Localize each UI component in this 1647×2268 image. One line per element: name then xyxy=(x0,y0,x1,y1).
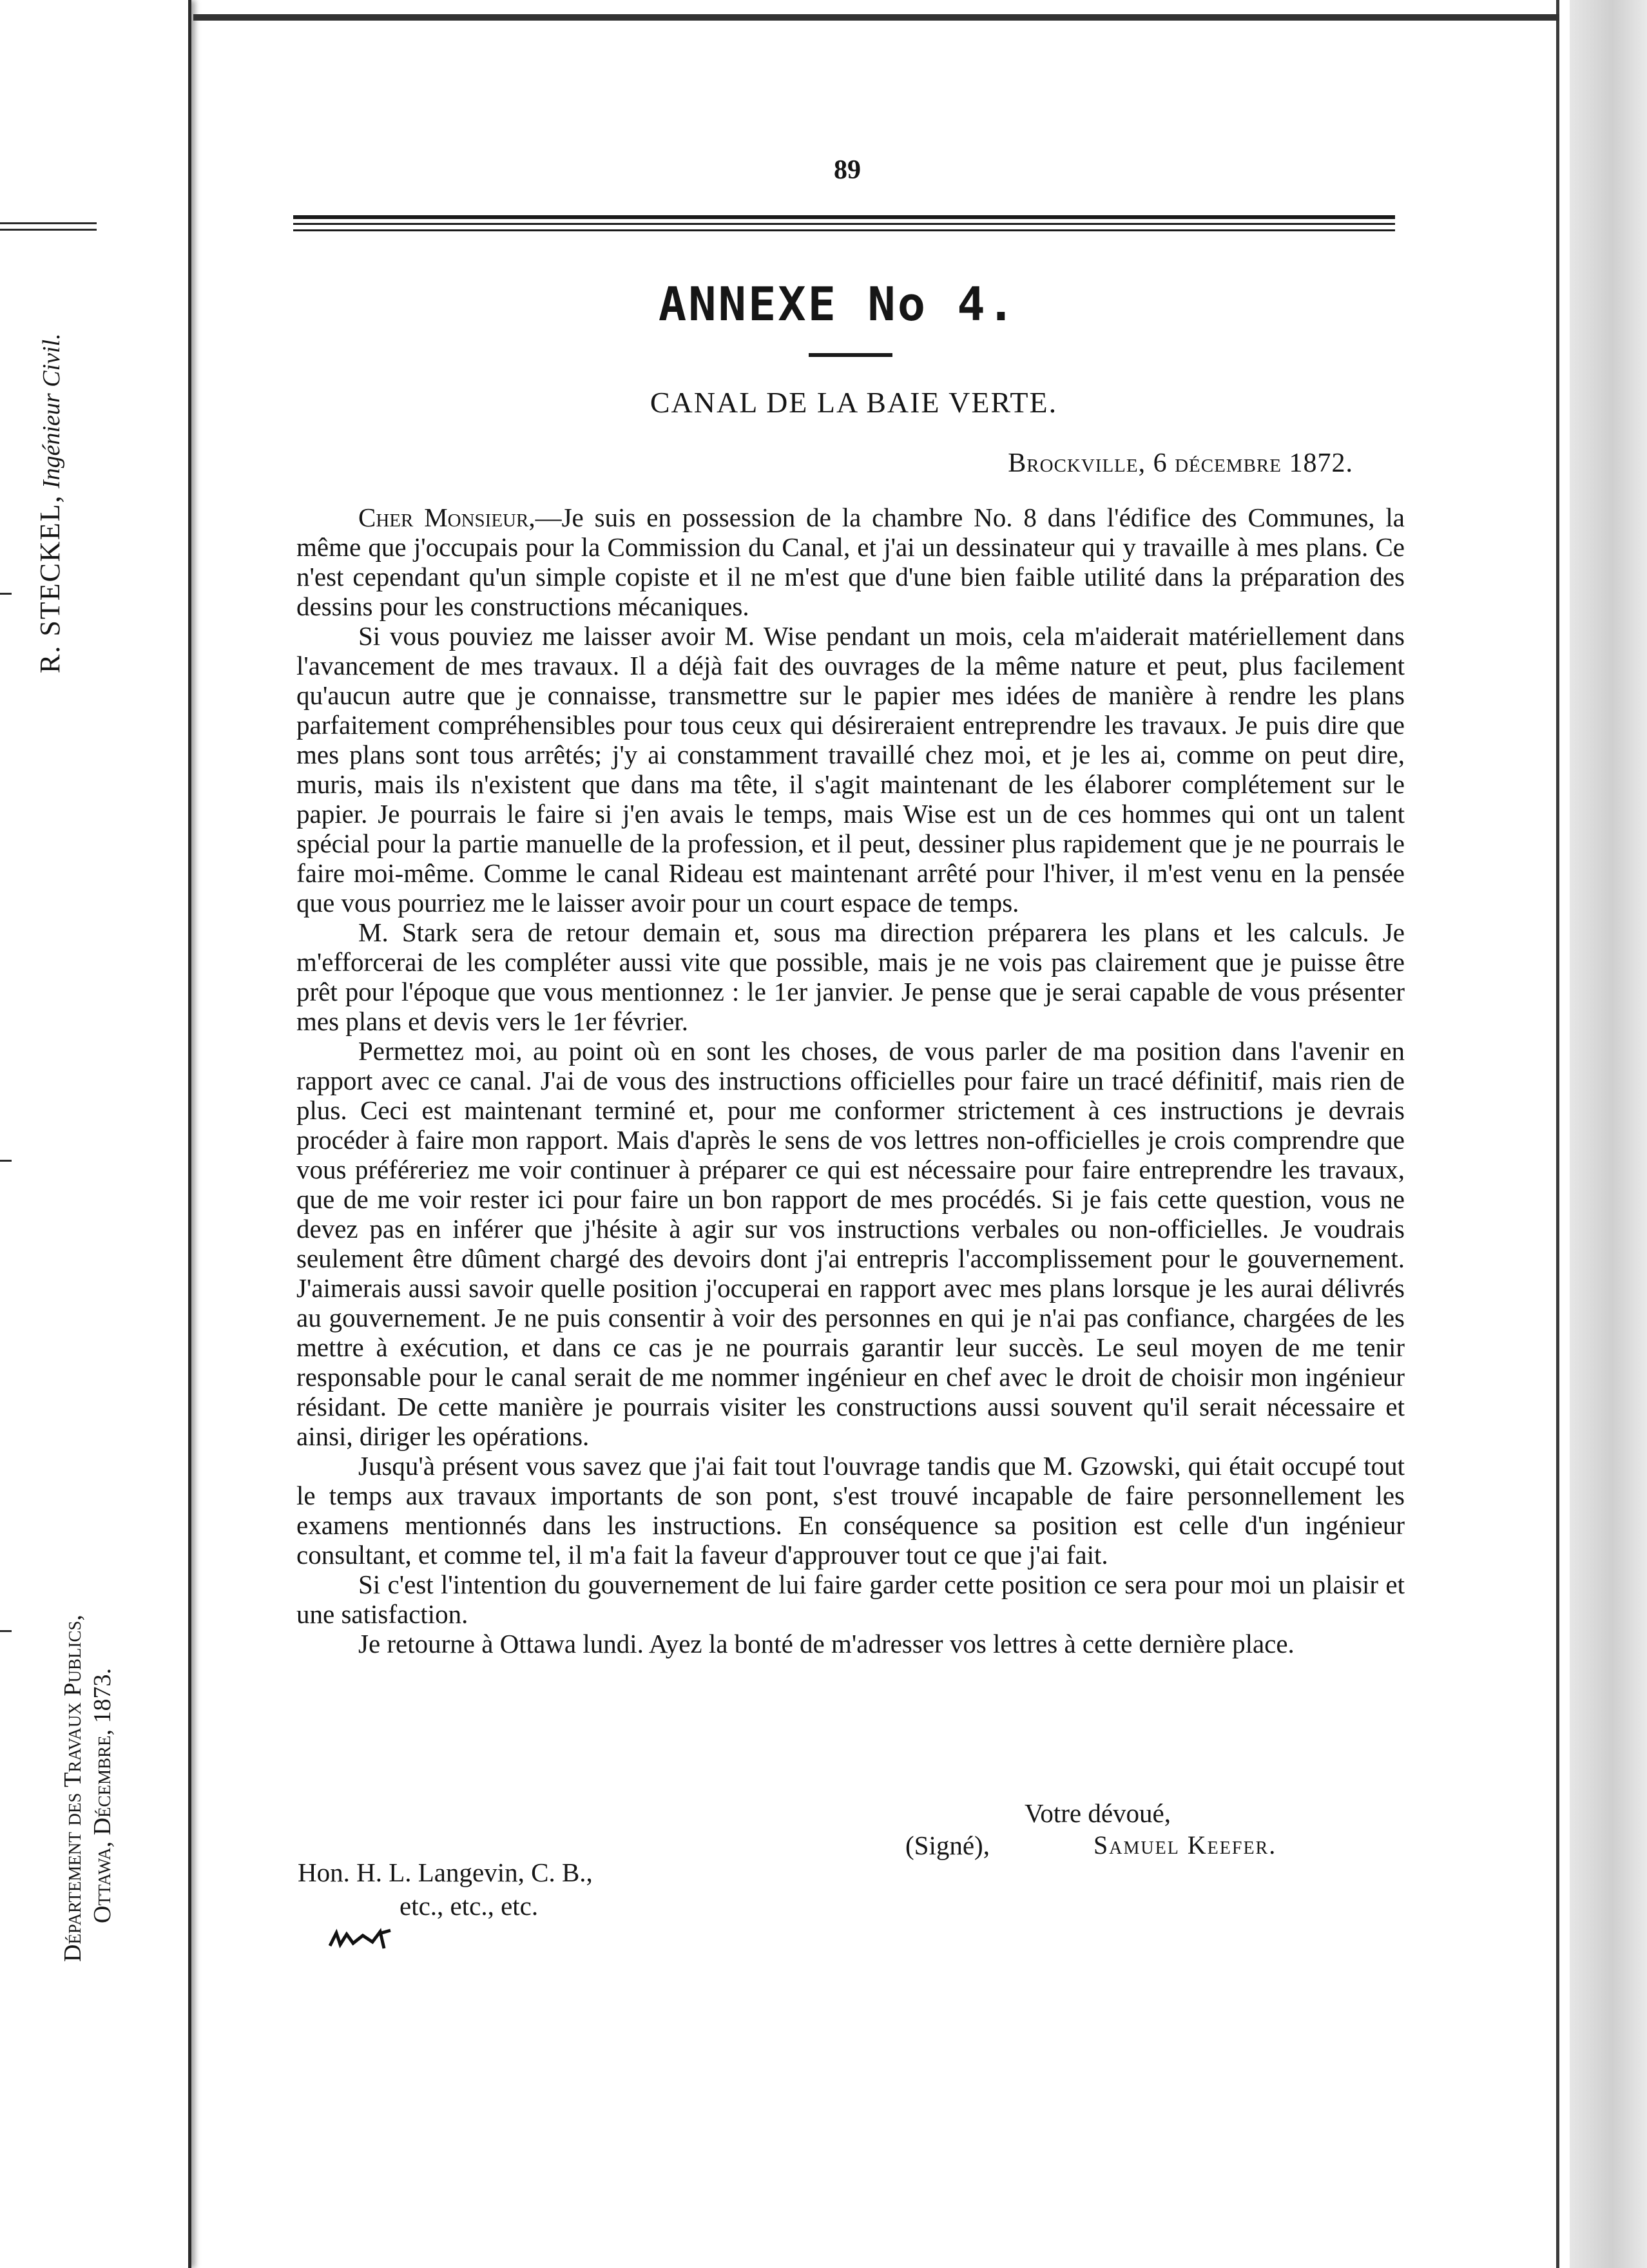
handwritten-mark xyxy=(327,1927,398,1959)
facing-page-mark xyxy=(0,1630,12,1632)
salutation: Cher Monsieur,— xyxy=(358,503,562,532)
signed-note: (Signé), xyxy=(905,1831,990,1860)
page-top-edge xyxy=(193,14,1559,21)
dateline: Brockville, 6 décembre 1872. xyxy=(1008,448,1353,478)
paragraph: Jusqu'à présent vous savez que j'ai fait tout l'ouvrage tandis que M. Gzowski, qui était occupé tout le temps aux travaux importants de son pont, s'est trouvé incapable de faire personnellement les examens mentionnés dans les instructions. En conséquence sa position est celle d'un ingénieur consultant, et comme tel, il m'a fait la faveur d'approuver tout ce que j'ai fait. xyxy=(296,1451,1405,1570)
paragraph: Je retourne à Ottawa lundi. Ayez la bonté de m'adresser vos lettres à cette dernière place. xyxy=(358,1629,1295,1658)
header-rule xyxy=(293,215,1395,219)
addressee xyxy=(298,1856,593,1923)
paragraph: Permettez moi, au point où en sont les choses, de vous parler de ma position dans l'avenir en rapport avec ce canal. J'ai de vous des instructions officielles pour faire un tracé définitif, mais rien de plus. Ceci est maintenant terminé et, pour me conformer strictement à ces instructions je devrais procéder à faire mon rapport. Mais d'après le sens de vos lettres non-officielles je crois comprendre que vous préféreriez me voir continuer à préparer ce qui est nécessaire pour faire entreprendre les travaux, que de me voir rester ici pour faire un bon rapport de mes procédés. Si je fais cette question, vous ne devez pas en inférer que j'hésite à agir sur vos instructions verbales ou non-officielles. Je voudrais seulement être dûment chargé des devoirs dont j'ai entrepris l'accomplissement pour le gouvernement. J'aimerais aussi savoir quelle position j'occuperai en rapport avec mes plans lorsque je les aurai délivrés au gouvernement. Je ne puis consentir à voir des personnes en qui je n'ai pas confiance, chargées de les mettre à exécution, et dans ce cas je ne pourrais garantir leur succès. Le seul moyen de me tenir responsable pour le canal serait de me nommer ingénieur en chef avec le droit de choisir mon ingénieur résidant. De cette manière je pourrais visiter les constructions aussi souvent qu'il serait nécessaire et ainsi, diriger les opérations. xyxy=(296,1036,1405,1451)
paragraph: Si c'est l'intention du gouvernement de lui faire garder cette position ce sera pour moi un plaisir et une satisfaction. xyxy=(296,1570,1405,1629)
page-edge-line xyxy=(1556,0,1559,2268)
paragraph: Si vous pouviez me laisser avoir M. Wise pendant un mois, cela m'aiderait matériellement dans l'avancement de mes travaux. Il a déjà fait des ouvrages de la même nature et peut, plus facilement qu'aucun autre que je connaisse, transmettre sur le papier mes idées de manière à rendre les plans parfaitement compréhensibles pour tous ceux qui désireraient entreprendre les travaux. Je puis dire que mes plans sont tous arrêtés; j'y ai constamment travaillé chez moi, et je les ai, comme on peut dire, muris, mais ils n'existent que dans ma tête, il s'agit maintenant de les élaborer complétement sur le papier. Je pourrais le faire si j'en avais le temps, mais Wise est un de ces hommes qui ont un talent spécial pour la partie manuelle de la profession, et il peut, dessiner plus rapidement que je ne pourrais le faire moi-même. Comme le canal Rideau est maintenant arrêté pour l'hiver, il m'est venu en la pensée que vous pourriez me le laisser avoir pour un court espace de temps. xyxy=(296,621,1405,918)
margin-note-role: Ingénieur Civil. xyxy=(38,333,65,489)
closing: Votre dévoué, xyxy=(1025,1798,1171,1828)
section-subtitle: CANAL DE LA BAIE VERTE. xyxy=(650,386,1058,419)
margin-note-steckel xyxy=(34,333,66,673)
margin-note-name: R. STECKEL, xyxy=(34,494,66,673)
paragraph xyxy=(296,503,1405,621)
margin-dept-line2: Ottawa, Décembre, 1873. xyxy=(89,1667,116,1923)
facing-page-mark xyxy=(0,593,12,595)
facing-page-rule xyxy=(0,229,97,231)
page-number: 89 xyxy=(834,155,861,185)
facing-page-rule xyxy=(0,222,97,224)
paragraph: M. Stark sera de retour demain et, sous ma direction préparera les plans et les calculs. Je m'efforcerai de les compléter aussi vite que possible, mais je ne vois pas clairement que je puisse être prêt pour l'époque que vous mentionnez : le 1er janvier. Je pense que je serai capable de vous présenter mes plans et devis vers le 1er février. xyxy=(296,918,1405,1036)
addressee-line2: etc., etc., etc. xyxy=(400,1891,539,1921)
title-rule xyxy=(809,353,892,357)
facing-page-mark xyxy=(0,1160,12,1162)
header-rule xyxy=(293,229,1395,231)
page-edge xyxy=(1570,0,1647,2268)
annex-title: ANNEXE No 4. xyxy=(658,277,1017,331)
margin-note-department xyxy=(58,1615,117,1962)
header-rule xyxy=(293,223,1395,225)
margin-dept-line1: Département des Travaux Publics, xyxy=(59,1614,86,1962)
paragraph-text: Je suis en possession de la chambre No. 8 dans l'édifice des Communes, la même que j'occupais pour la Commission du Canal, et j'ai un dessinateur qui y travaille à mes plans. Ce n'est cependant qu'un simple copiste et il ne m'est que d'une bien faible utilité dans la préparation des dessins pour les constructions mécaniques. xyxy=(296,503,1405,621)
letter-body xyxy=(296,503,1405,1658)
addressee-line1: Hon. H. L. Langevin, C. B., xyxy=(298,1858,593,1887)
signer-name: Samuel Keefer. xyxy=(1093,1831,1277,1860)
